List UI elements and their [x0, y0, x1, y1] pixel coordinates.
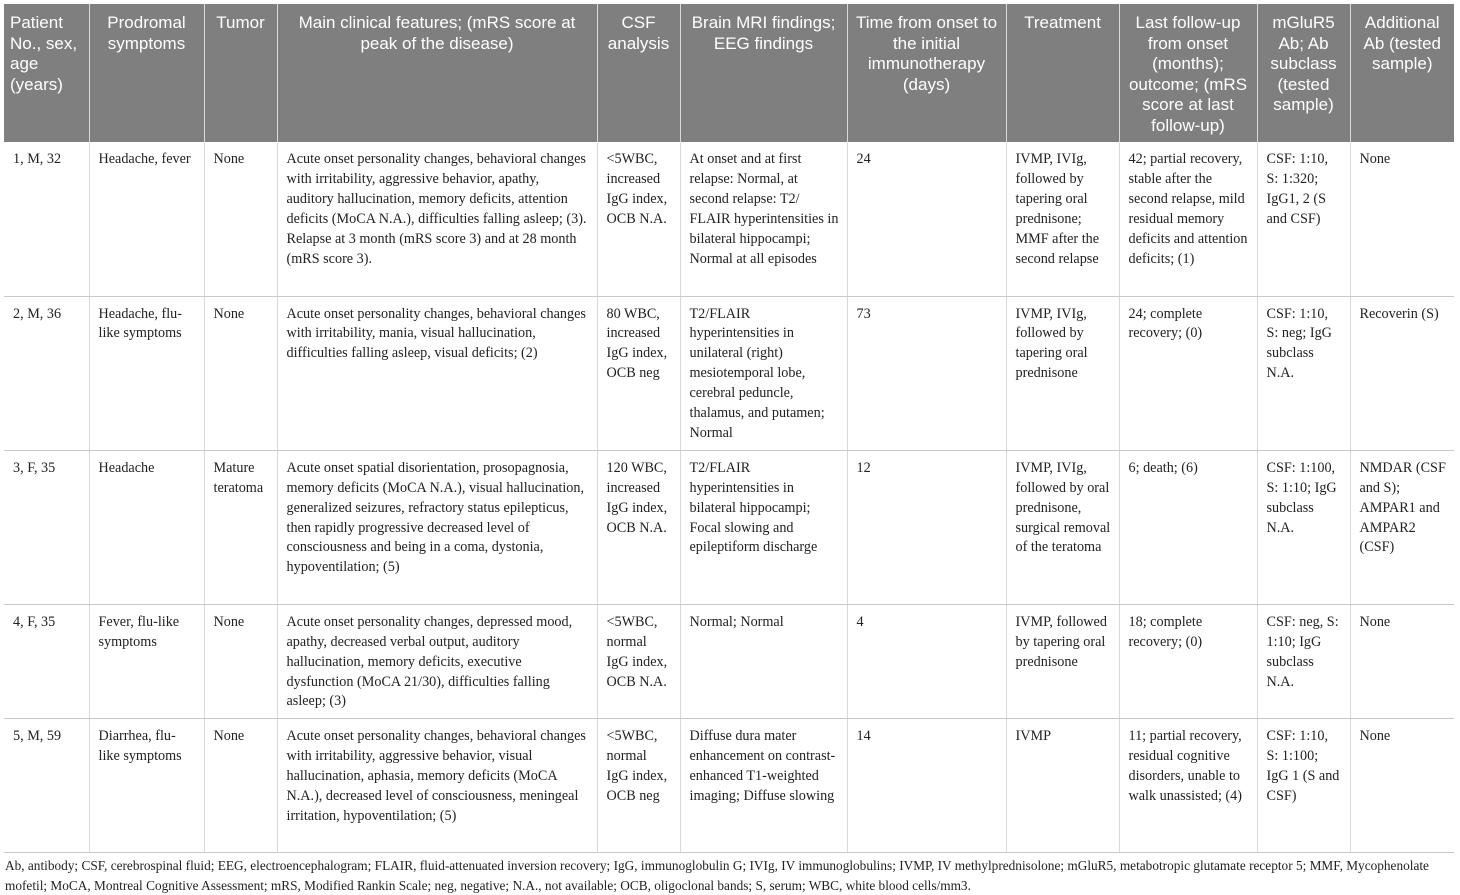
cell-time: 73: [847, 296, 1006, 450]
cell-prodromal: Headache, fever: [89, 142, 204, 296]
cell-treatment: IVMP, IVIg, followed by tapering oral prednisone; MMF after the second relapse: [1006, 142, 1119, 296]
table-container: [4, 4, 1454, 895]
header-time-to-immunotherapy: Time from onset to the initial immunotherapy (days): [847, 4, 1006, 142]
cell-time: 12: [847, 450, 1006, 604]
cell-follow-up: 11; partial recovery, residual cognitive disorders, unable to walk unassisted; (4): [1119, 719, 1257, 853]
cell-additional-ab: None: [1350, 719, 1454, 853]
cell-csf: <5WBC, normal IgG index, OCB N.A.: [597, 604, 680, 719]
header-prodromal: Prodromal symptoms: [89, 4, 204, 142]
header-additional-ab: Additional Ab (tested sample): [1350, 4, 1454, 142]
cell-mglur5: CSF: 1:10, S: 1:320; IgG1, 2 (S and CSF): [1257, 142, 1350, 296]
cell-mglur5: CSF: 1:10, S: neg; IgG subclass N.A.: [1257, 296, 1350, 450]
table-row: [4, 719, 1454, 853]
cell-clinical-features: Acute onset personality changes, behavioral changes with irritability, aggressive behavior, apathy, auditory hallucination, memory deficits, attention deficits (MoCA N.A.), difficulties falling asleep; (3). Relapse at 3 month (mRS score 3) and at 28 month (mRS score 3).: [277, 142, 597, 296]
cell-additional-ab: Recoverin (S): [1350, 296, 1454, 450]
cell-treatment: IVMP, followed by tapering oral prednisone: [1006, 604, 1119, 719]
cell-patient: 5, M, 59: [4, 719, 89, 853]
cell-prodromal: Diarrhea, flu-like symptoms: [89, 719, 204, 853]
cell-patient: 3, F, 35: [4, 450, 89, 604]
cell-tumor: None: [204, 142, 277, 296]
cell-mri-eeg: Normal; Normal: [680, 604, 847, 719]
cell-follow-up: 42; partial recovery, stable after the second relapse, mild residual memory deficits and attention deficits; (1): [1119, 142, 1257, 296]
cell-tumor: None: [204, 719, 277, 853]
cell-patient: 4, F, 35: [4, 604, 89, 719]
cell-time: 14: [847, 719, 1006, 853]
cell-csf: <5WBC, normal IgG index, OCB neg: [597, 719, 680, 853]
cell-additional-ab: NMDAR (CSF and S); AMPAR1 and AMPAR2 (CSF): [1350, 450, 1454, 604]
cell-additional-ab: None: [1350, 604, 1454, 719]
cell-time: 24: [847, 142, 1006, 296]
cell-clinical-features: Acute onset personality changes, behavioral changes with irritability, mania, visual hallucination, difficulties falling asleep, visual deficits; (2): [277, 296, 597, 450]
cell-tumor: None: [204, 296, 277, 450]
header-mglur5: mGluR5 Ab; Ab subclass (tested sample): [1257, 4, 1350, 142]
cell-follow-up: 6; death; (6): [1119, 450, 1257, 604]
cell-clinical-features: Acute onset spatial disorientation, prosopagnosia, memory deficits (MoCA N.A.), visual hallucination, generalized seizures, refractory status epilepticus, then rapidly progressive decreased level of consciousness and being in a coma, dystonia, hypoventilation; (5): [277, 450, 597, 604]
cell-prodromal: Headache: [89, 450, 204, 604]
cell-csf: 120 WBC, increased IgG index, OCB N.A.: [597, 450, 680, 604]
table-row: [4, 450, 1454, 604]
cell-mri-eeg: T2/FLAIR hyperintensities in unilateral (right) mesiotemporal lobe, cerebral peduncle, thalamus, and putamen; Normal: [680, 296, 847, 450]
cell-mri-eeg: At onset and at first relapse: Normal, at second relapse: T2/ FLAIR hyperintensities in bilateral hippocampi; Normal at all episodes: [680, 142, 847, 296]
cell-prodromal: Headache, flu-like symptoms: [89, 296, 204, 450]
header-csf: CSF analysis: [597, 4, 680, 142]
cell-treatment: IVMP, IVIg, followed by tapering oral prednisone: [1006, 296, 1119, 450]
cell-mglur5: CSF: neg, S: 1:10; IgG subclass N.A.: [1257, 604, 1350, 719]
cell-patient: 1, M, 32: [4, 142, 89, 296]
cell-time: 4: [847, 604, 1006, 719]
header-clinical-features: Main clinical features; (mRS score at peak of the disease): [277, 4, 597, 142]
header-patient: Patient No., sex, age (years): [4, 4, 89, 142]
patient-table: [4, 4, 1454, 853]
cell-clinical-features: Acute onset personality changes, behavioral changes with irritability, aggressive behavior, visual hallucination, aphasia, memory deficits (MoCA N.A.), decreased level of consciousness, meningeal irritation, hypoventilation; (5): [277, 719, 597, 853]
cell-prodromal: Fever, flu-like symptoms: [89, 604, 204, 719]
cell-mglur5: CSF: 1:10, S: 1:100; IgG 1 (S and CSF): [1257, 719, 1350, 853]
cell-treatment: IVMP, IVIg, followed by oral prednisone, surgical removal of the teratoma: [1006, 450, 1119, 604]
cell-mri-eeg: T2/FLAIR hyperintensities in bilateral hippocampi; Focal slowing and epileptiform discharge: [680, 450, 847, 604]
table-footnote: Ab, antibody; CSF, cerebrospinal fluid; EEG, electroencephalogram; FLAIR, fluid-attenuated inversion recovery; IgG, immunoglobulin G; IVIg, IV immunoglobulins; IVMP, IV methylprednisolone; mGluR5, metabotropic glutamate receptor 5; MMF, Mycophenolate mofetil; MoCA, Montreal Cognitive Assessment; mRS, Modified Rankin Scale; neg, negative; N.A., not available; OCB, oligoclonal bands; S, serum; WBC, white blood cells/mm3.: [5, 858, 1429, 893]
cell-mri-eeg: Diffuse dura mater enhancement on contrast-enhanced T1-weighted imaging; Diffuse slowing: [680, 719, 847, 853]
header-mri-eeg: Brain MRI findings; EEG findings: [680, 4, 847, 142]
cell-additional-ab: None: [1350, 142, 1454, 296]
cell-clinical-features: Acute onset personality changes, depressed mood, apathy, decreased verbal output, auditory hallucination, memory deficits, executive dysfunction (MoCA 21/30), difficulties falling asleep; (3): [277, 604, 597, 719]
header-treatment: Treatment: [1006, 4, 1119, 142]
header-tumor: Tumor: [204, 4, 277, 142]
table-row: [4, 604, 1454, 719]
cell-tumor: None: [204, 604, 277, 719]
header-follow-up: Last follow-up from onset (months); outcome; (mRS score at last follow-up): [1119, 4, 1257, 142]
cell-csf: <5WBC, increased IgG index, OCB N.A.: [597, 142, 680, 296]
cell-csf: 80 WBC, increased IgG index, OCB neg: [597, 296, 680, 450]
table-row: [4, 142, 1454, 296]
cell-tumor: Mature teratoma: [204, 450, 277, 604]
table-row: [4, 296, 1454, 450]
cell-mglur5: CSF: 1:100, S: 1:10; IgG subclass N.A.: [1257, 450, 1350, 604]
cell-patient: 2, M, 36: [4, 296, 89, 450]
cell-treatment: IVMP: [1006, 719, 1119, 853]
cell-follow-up: 24; complete recovery; (0): [1119, 296, 1257, 450]
header-row: [4, 4, 1454, 142]
cell-follow-up: 18; complete recovery; (0): [1119, 604, 1257, 719]
